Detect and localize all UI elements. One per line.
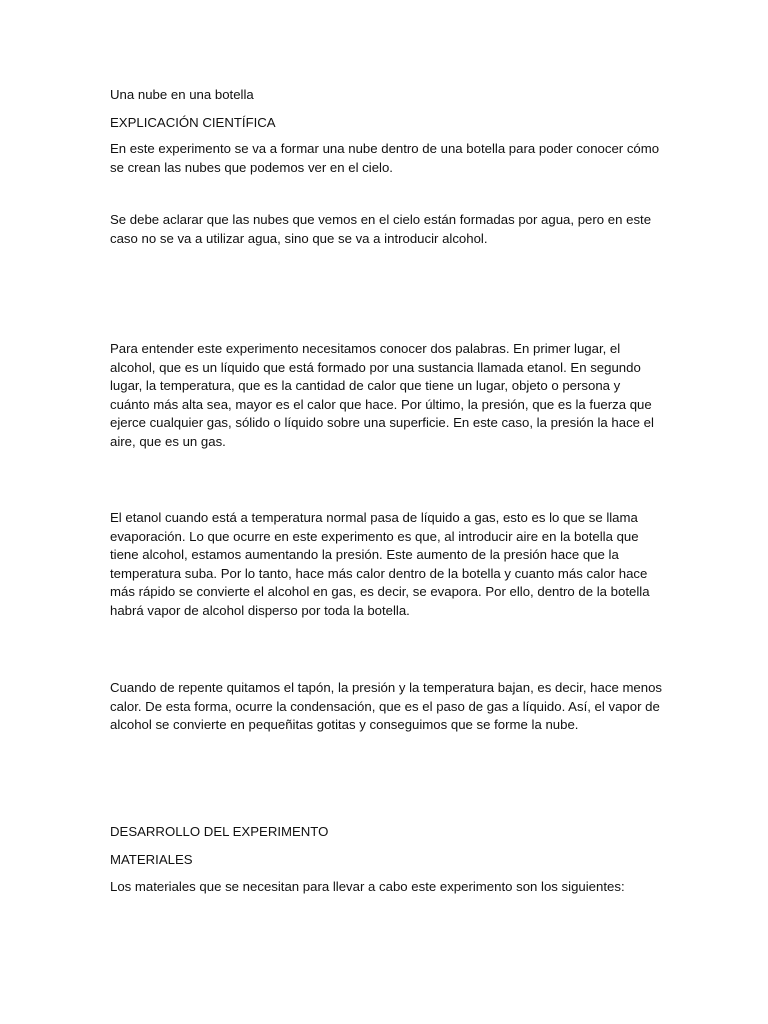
paragraph-line: El etanol cuando está a temperatura normal pasa de líquido a gas, esto es lo que se llama <box>110 510 638 525</box>
key-words-paragraph <box>110 340 670 451</box>
cap-removal-paragraph <box>110 679 670 735</box>
ethanol-paragraph <box>110 509 670 620</box>
paragraph-line: lugar, la temperatura, que es la cantidad de calor que tiene un lugar, objeto o persona y <box>110 378 621 393</box>
paragraph-line: alcohol, que es un líquido que está formado por una sustancia llamada etanol. En segundo <box>110 359 641 375</box>
paragraph-line: Se debe aclarar que las nubes que vemos en el cielo están formadas por agua, pero en este <box>110 212 652 227</box>
paragraph-line: evaporación. Lo que ocurre en este experimento es que, al introducir aire en la botella que <box>110 528 639 544</box>
paragraph-line: aire, que es un gas. <box>110 433 226 449</box>
section-heading-materials: MATERIALES <box>110 852 193 867</box>
paragraph-line: cuánto más alta sea, mayor es el calor que hace. Por último, la presión, que es la fuerza que <box>110 396 652 412</box>
intro-paragraph <box>110 140 670 177</box>
document-title: Una nube en una botella <box>110 87 254 102</box>
paragraph-line: Cuando de repente quitamos el tapón, la presión y la temperatura bajan, es decir, hace menos <box>110 680 663 695</box>
paragraph-line: alcohol se convierte en pequeñitas gotitas y conseguimos que se forme la nube. <box>110 717 579 732</box>
paragraph-line: más rápido se convierte el alcohol en gas, es decir, se evapora. Por ello, dentro de la botella <box>110 584 650 599</box>
paragraph-line: temperatura suba. Por lo tanto, hace más calor dentro de la botella y cuanto más calor hace <box>110 565 648 581</box>
paragraph-line: habrá vapor de alcohol disperso por toda la botella. <box>110 602 410 618</box>
materials-intro: Los materiales que se necesitan para llevar a cabo este experimento son los siguientes: <box>110 879 625 894</box>
section-heading-development: DESARROLLO DEL EXPERIMENTO <box>110 824 329 839</box>
section-heading-scientific-explanation: EXPLICACIÓN CIENTÍFICA <box>110 115 276 130</box>
paragraph-line: ejerce cualquier gas, sólido o líquido sobre una superficie. En este caso, la presión la hace el <box>110 415 654 430</box>
paragraph-line: calor. De esta forma, ocurre la condensación, que es el paso de gas a líquido. Así, el vapor de <box>110 698 660 714</box>
paragraph-line: caso no se va a utilizar agua, sino que se va a introducir alcohol. <box>110 230 488 246</box>
alcohol-paragraph <box>110 211 670 248</box>
paragraph-line: En este experimento se va a formar una nube dentro de una botella para poder conocer cómo <box>110 141 660 156</box>
paragraph-line: se crean las nubes que podemos ver en el cielo. <box>110 159 393 175</box>
paragraph-line: Para entender este experimento necesitamos conocer dos palabras. En primer lugar, el <box>110 341 621 356</box>
paragraph-line: tiene alcohol, estamos aumentando la presión. Este aumento de la presión hace que la <box>110 547 619 562</box>
